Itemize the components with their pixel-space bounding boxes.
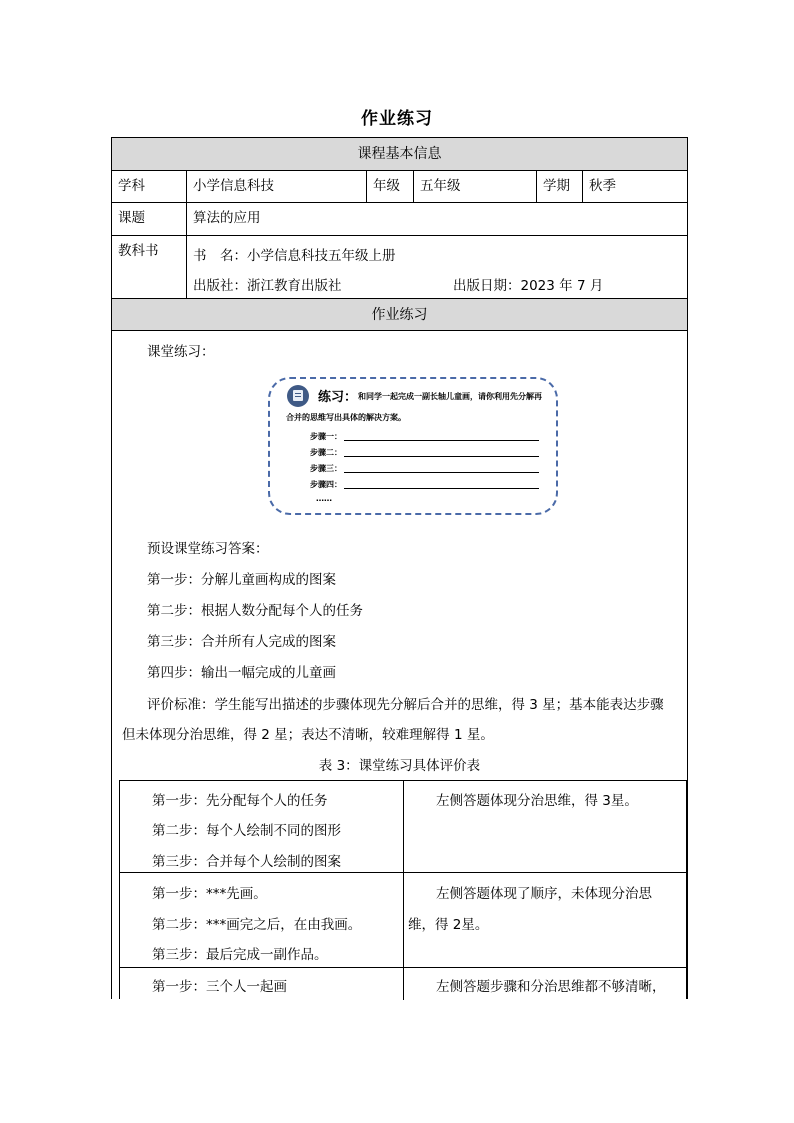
page-title: 作业练习 bbox=[361, 109, 433, 129]
exercise-prompt-line1: 和同学一起完成一副长轴儿童画，请你利用先分解再 bbox=[358, 392, 542, 401]
evaluation-table bbox=[119, 780, 687, 999]
eval-step: 第二步：***画完之后，在由我画。 bbox=[152, 917, 362, 933]
exercise-step-3: 步骤三： bbox=[310, 464, 342, 473]
eval-step: 第一步：先分配每个人的任务 bbox=[152, 793, 328, 809]
answer-label: 预设课堂练习答案： bbox=[147, 541, 269, 557]
eval-step: 第二步：每个人绘制不同的图形 bbox=[152, 823, 341, 839]
subject-value: 小学信息科技 bbox=[187, 171, 367, 202]
table-row bbox=[120, 968, 686, 1000]
eval-comment: 左侧答题体现分治思维，得 3星。 bbox=[436, 793, 638, 809]
topic-value: 算法的应用 bbox=[193, 210, 261, 226]
answer-step-2: 第二步：根据人数分配每个人的任务 bbox=[147, 603, 363, 619]
eval-comment-cont: 维，得 2星。 bbox=[408, 917, 489, 933]
grade-label: 年级 bbox=[367, 171, 414, 202]
classroom-practice-label: 课堂练习： bbox=[147, 344, 215, 360]
exercise-box bbox=[268, 377, 558, 515]
answer-line bbox=[344, 472, 539, 473]
grade-value: 五年级 bbox=[414, 171, 537, 202]
table-caption: 表 3：课堂练习具体评价表 bbox=[318, 758, 481, 774]
eval-comment: 左侧答题步骤和分治思维都不够清晰， bbox=[436, 979, 666, 995]
eval-step: 第一步：***先画。 bbox=[152, 886, 267, 902]
basic-info-header: 课程基本信息 bbox=[112, 138, 687, 171]
publisher: 出版社：浙江教育出版社 bbox=[193, 278, 342, 294]
topic-label: 课题 bbox=[112, 203, 187, 235]
answer-step-4: 第四步：输出一幅完成的儿童画 bbox=[147, 665, 336, 681]
criteria-line2: 但未体现分治思维，得 2 星；表达不清晰，较难理解得 1 星。 bbox=[122, 727, 494, 743]
eval-step: 第三步：最后完成一副作品。 bbox=[152, 947, 328, 963]
term-label: 学期 bbox=[537, 171, 583, 202]
term-value: 秋季 bbox=[589, 178, 616, 194]
topic-row bbox=[112, 203, 687, 236]
criteria-line1: 评价标准：学生能写出描述的步骤体现先分解后合并的思维，得 3 星；基本能表达步骤 bbox=[147, 697, 664, 713]
document-icon bbox=[287, 385, 309, 407]
eval-step: 第一步：三个人一起画 bbox=[152, 979, 287, 995]
textbook-label: 教科书 bbox=[112, 236, 187, 298]
exercise-heading: 练习： bbox=[318, 390, 358, 405]
practice-header: 作业练习 bbox=[112, 299, 687, 331]
subject-label: 学科 bbox=[112, 171, 187, 202]
exercise-ellipsis: …… bbox=[316, 494, 332, 503]
publish-date: 出版日期：2023 年 7 月 bbox=[453, 278, 604, 294]
table-row bbox=[120, 873, 686, 968]
book-name: 书 名：小学信息科技五年级上册 bbox=[193, 248, 396, 264]
answer-line bbox=[344, 456, 539, 457]
answer-step-3: 第三步：合并所有人完成的图案 bbox=[147, 634, 336, 650]
exercise-step-2: 步骤二： bbox=[310, 448, 342, 457]
answer-line bbox=[344, 440, 539, 441]
answer-step-1: 第一步：分解儿童画构成的图案 bbox=[147, 572, 336, 588]
subject-row bbox=[112, 171, 687, 203]
exercise-step-4: 步骤四： bbox=[310, 480, 342, 489]
textbook-row bbox=[112, 236, 687, 299]
answer-line bbox=[344, 488, 539, 489]
eval-comment: 左侧答题体现了顺序，未体现分治思 bbox=[436, 886, 652, 902]
table-row bbox=[120, 781, 686, 873]
eval-step: 第三步：合并每个人绘制的图案 bbox=[152, 854, 341, 870]
exercise-prompt-line2: 合并的思维写出具体的解决方案。 bbox=[286, 413, 406, 422]
exercise-step-1: 步骤一： bbox=[310, 432, 342, 441]
